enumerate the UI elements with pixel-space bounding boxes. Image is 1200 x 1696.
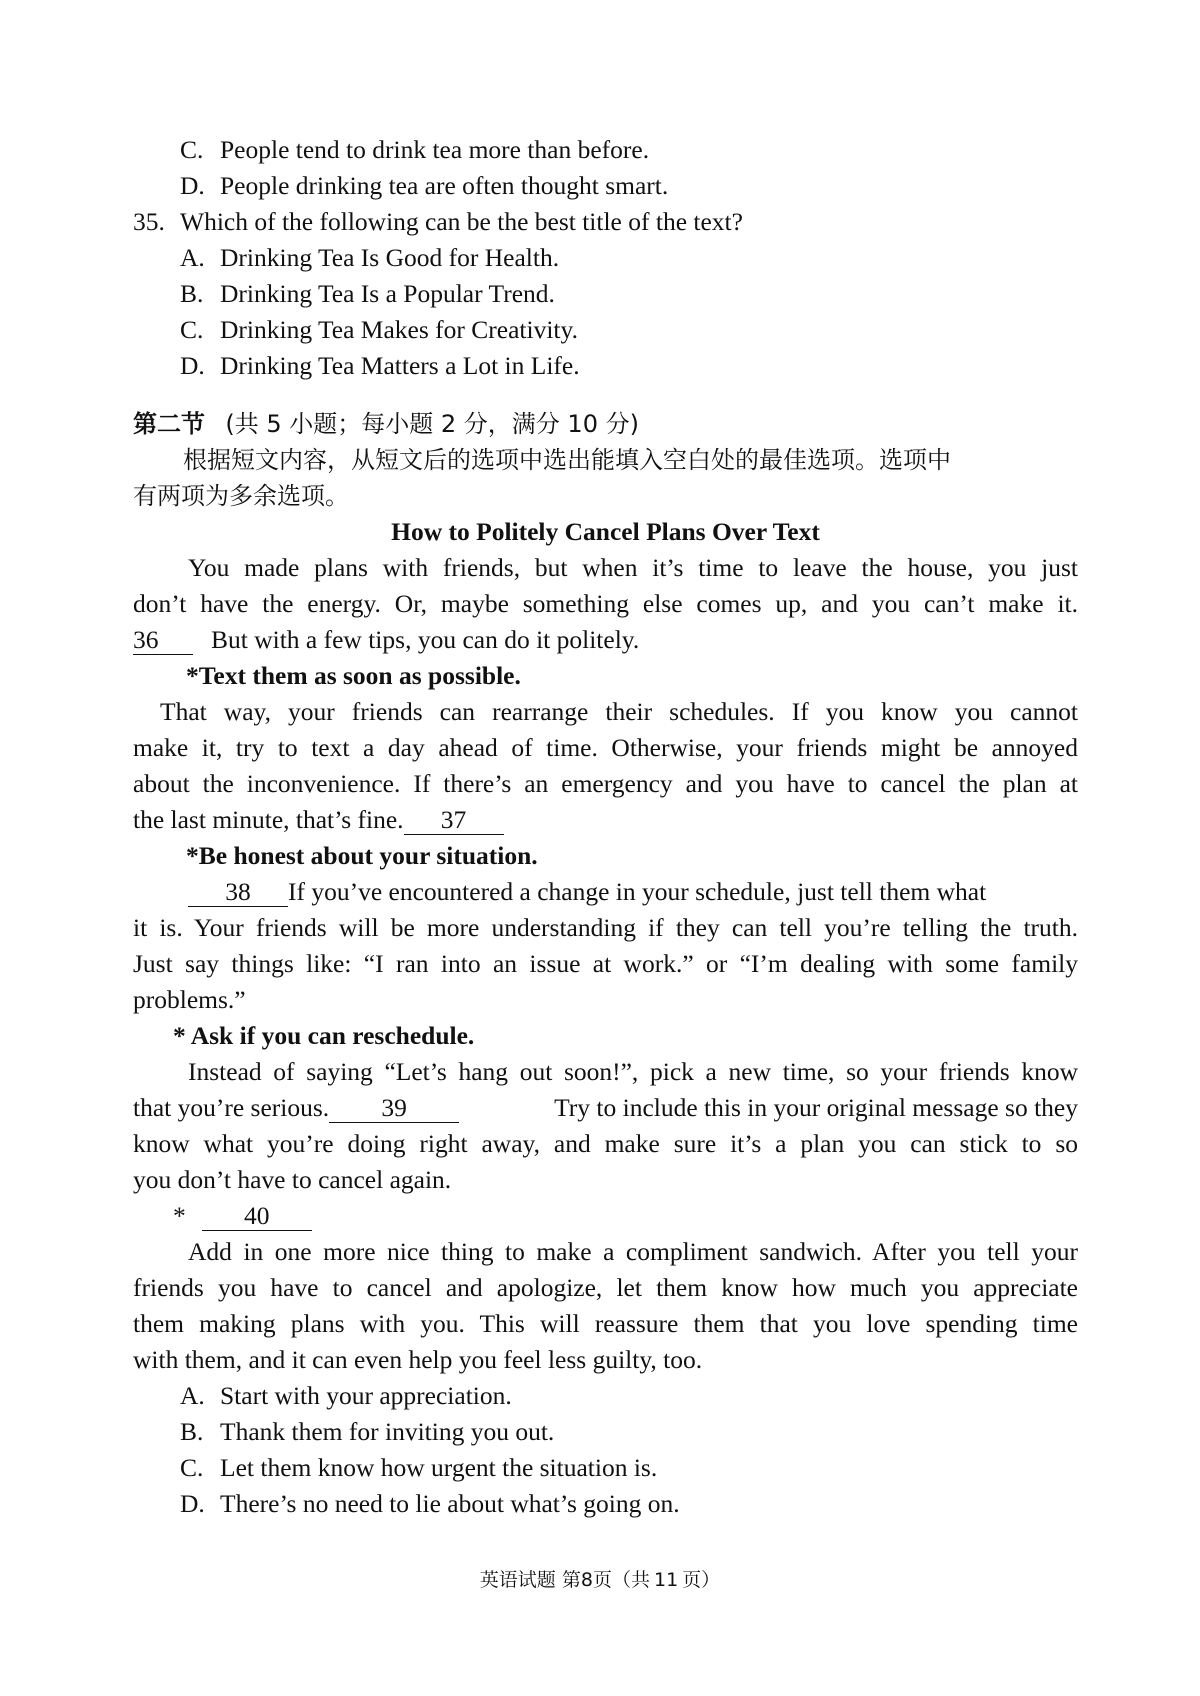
q35-option-c xyxy=(133,312,1078,348)
option-a xyxy=(133,1378,1078,1414)
section-header xyxy=(133,406,1078,442)
para3-line-4: you don’t have to cancel again. xyxy=(133,1165,452,1194)
subheading-4 xyxy=(133,1198,1078,1234)
para1-line-2: make it, try to text a day ahead of time. Otherwise, your friends might be annoyed xyxy=(133,733,1078,762)
para1-line-4 xyxy=(133,802,1078,838)
option-letter: C. xyxy=(180,1453,204,1482)
para3-pre-text: that you’re serious. xyxy=(133,1093,330,1122)
option-letter: A. xyxy=(180,1381,205,1410)
option-b xyxy=(133,1414,1078,1450)
option-text: There’s no need to lie about what’s going on. xyxy=(220,1489,680,1518)
para1-line-1: That way, your friends can rearrange their schedules. If you know you cannot xyxy=(160,697,1078,726)
option-letter: D. xyxy=(180,171,205,200)
para3-post-text: Try to include this in your original message so they xyxy=(554,1093,1078,1122)
para2-line-2: it is. Your friends will be more understanding if they can tell you’re telling the truth. xyxy=(133,913,1078,942)
option-text: Drinking Tea Is Good for Health. xyxy=(220,243,560,272)
intro-line-1: You made plans with friends, but when it’s time to leave the house, you just xyxy=(188,553,1078,582)
blank-38[interactable]: 38 xyxy=(188,878,288,907)
subheading-2: *Be honest about your situation. xyxy=(186,841,538,870)
footer-page-number: 8 xyxy=(580,1569,593,1591)
option-letter: D. xyxy=(180,1489,205,1518)
subheading-4-star: * xyxy=(173,1201,186,1230)
q34-option-c xyxy=(133,132,1078,168)
intro-line-3 xyxy=(133,622,1078,658)
para2-line-1 xyxy=(133,874,1078,910)
blank-40[interactable]: 40 xyxy=(202,1202,312,1231)
option-letter: C. xyxy=(180,135,204,164)
option-text: Drinking Tea Makes for Creativity. xyxy=(220,315,578,344)
question-text: Which of the following can be the best title of the text? xyxy=(180,207,743,236)
option-letter: D. xyxy=(180,351,205,380)
para2-line-3: Just say things like: “I ran into an issue at work.” or “I’m dealing with some family xyxy=(133,949,1078,978)
blank-39[interactable]: 39 xyxy=(329,1094,459,1123)
option-text: People tend to drink tea more than before. xyxy=(220,135,650,164)
footer-page-prefix: 第 xyxy=(561,1569,581,1591)
para4-line-4: with them, and it can even help you feel less guilty, too. xyxy=(133,1345,703,1374)
intro-line-2: don’t have the energy. Or, maybe something else comes up, and you can’t make it. xyxy=(133,589,1078,618)
q35-stem xyxy=(133,204,1078,240)
option-text: Start with your appreciation. xyxy=(220,1381,512,1410)
passage-title: How to Politely Cancel Plans Over Text xyxy=(391,517,820,546)
page-footer xyxy=(0,1565,1200,1592)
section-instruction-line2: 有两项为多余选项。 xyxy=(133,482,349,510)
option-text: Let them know how urgent the situation is. xyxy=(220,1453,658,1482)
footer-label: 英语试题 xyxy=(479,1569,556,1591)
q35-option-b xyxy=(133,276,1078,312)
subheading-1: *Text them as soon as possible. xyxy=(186,661,521,690)
intro-after-36: But with a few tips, you can do it politely. xyxy=(211,625,640,654)
option-letter: A. xyxy=(180,243,205,272)
question-number: 35. xyxy=(133,207,165,236)
section-title: 第二节 xyxy=(133,410,205,438)
para1-line-3: about the inconvenience. If there’s an emergency and you have to cancel the plan at xyxy=(133,769,1078,798)
q35-option-d xyxy=(133,348,1078,384)
footer-total-pages: 11 xyxy=(653,1569,679,1591)
footer-total-suffix: 页） xyxy=(682,1569,721,1591)
q35-option-a xyxy=(133,240,1078,276)
option-letter: B. xyxy=(180,1417,204,1446)
q34-option-d xyxy=(133,168,1078,204)
option-c xyxy=(133,1450,1078,1486)
page-content xyxy=(133,132,1078,1522)
section-instruction-line1: 根据短文内容，从短文后的选项中选出能填入空白处的最佳选项。选项中 xyxy=(183,446,951,474)
section-scoring: (共 5 小题；每小题 2 分，满分 10 分) xyxy=(225,410,639,438)
footer-page-suffix: 页（共 xyxy=(592,1569,650,1591)
option-text: People drinking tea are often thought smart. xyxy=(220,171,669,200)
blank-37[interactable]: 37 xyxy=(404,806,504,835)
para2-first-text: If you’ve encountered a change in your schedule, just tell them what xyxy=(288,877,987,906)
option-d xyxy=(133,1486,1078,1522)
subheading-3: * Ask if you can reschedule. xyxy=(173,1021,475,1050)
para2-line-4: problems.” xyxy=(133,985,246,1014)
option-letter: B. xyxy=(180,279,204,308)
para3-line-2 xyxy=(133,1090,1078,1126)
para4-line-1: Add in one more nice thing to make a compliment sandwich. After you tell your xyxy=(188,1237,1078,1266)
option-text: Drinking Tea Matters a Lot in Life. xyxy=(220,351,580,380)
para3-line-3: know what you’re doing right away, and make sure it’s a plan you can stick to so xyxy=(133,1129,1078,1158)
para4-line-2: friends you have to cancel and apologize, let them know how much you appreciate xyxy=(133,1273,1078,1302)
option-text: Drinking Tea Is a Popular Trend. xyxy=(220,279,555,308)
para1-last-text: the last minute, that’s fine. xyxy=(133,805,404,834)
option-text: Thank them for inviting you out. xyxy=(220,1417,555,1446)
option-letter: C. xyxy=(180,315,204,344)
blank-36[interactable]: 36 xyxy=(133,626,193,655)
para3-line-1: Instead of saying “Let’s hang out soon!”, pick a new time, so your friends know xyxy=(188,1057,1078,1086)
para4-line-3: them making plans with you. This will reassure them that you love spending time xyxy=(133,1309,1078,1338)
